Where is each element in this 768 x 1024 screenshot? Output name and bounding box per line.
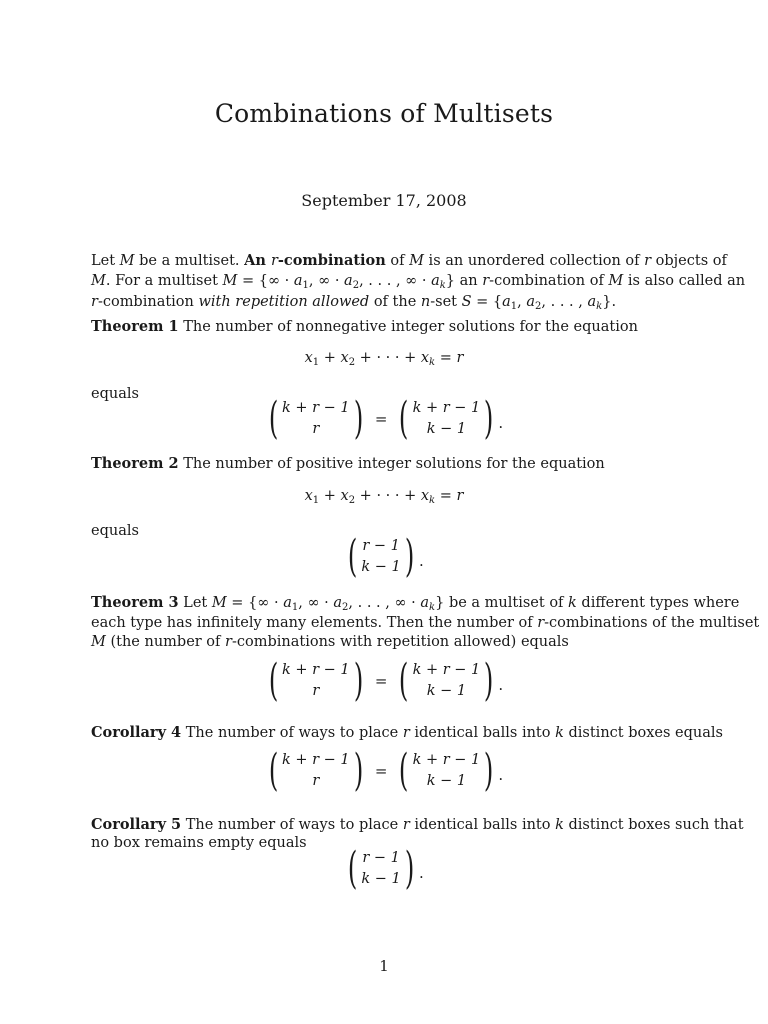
binom-top: k + r − 1 (412, 752, 481, 768)
theorem-1-text: The number of nonnegative integer solutions for the equation (183, 319, 638, 335)
corollary-5-binomial: ( r − 1 k − 1 ) . (0, 846, 768, 892)
binom-bottom: k − 1 (426, 773, 467, 789)
paper-date: September 17, 2008 (301, 191, 467, 210)
theorem-3-binomial-identity: ( k + r − 1 r ) = ( k + r − 1 k − 1 ) . (0, 658, 768, 704)
binomial: ( r − 1 k − 1 ) (348, 843, 415, 894)
binom-top: r − 1 (362, 538, 400, 554)
theorem-2-equals: equals (91, 523, 139, 539)
binom-top: k + r − 1 (281, 752, 350, 768)
corollary-5-line-2: no box remains empty equals (91, 835, 307, 851)
corollary-4-binomial-identity: ( k + r − 1 r ) = ( k + r − 1 k − 1 ) . (0, 748, 768, 794)
theorem-3-line-2: each type has infinitely many elements. Then the number of r-combinations of the multiset (91, 615, 760, 631)
theorem-2-text: The number of positive integer solutions for the equation (183, 456, 605, 472)
binom-bottom: k − 1 (426, 683, 467, 699)
binom-bottom: r (312, 683, 320, 699)
binom-bottom: k − 1 (361, 871, 401, 887)
binomial-left: ( k + r − 1 r ) (268, 393, 363, 444)
binomial: ( r − 1 k − 1 ) (348, 531, 415, 582)
binom-top: k + r − 1 (281, 662, 350, 678)
theorem-3-line-1: Theorem 3 Let M = {∞ · $a_1$, ∞ · $a_2$, . . . , ∞ · $a_k$} be a multiset of k different types where (91, 594, 740, 613)
binomial-right: ( k + r − 1 k − 1 ) (399, 745, 494, 796)
intro-line-2: M. For a multiset M = {∞ · $a_1$, ∞ · $a_2$, . . . , ∞ · $a_k$} an r-combination of M is also called an (91, 273, 746, 291)
corollary-4: Corollary 4 The number of ways to place r identical balls into k distinct boxes equals (91, 724, 723, 741)
binom-bottom: k − 1 (361, 559, 401, 575)
corollary-5-line-1: Corollary 5 The number of ways to place r identical balls into k distinct boxes such that (91, 816, 744, 833)
page-number: 1 (379, 957, 389, 975)
binom-top: k + r − 1 (412, 400, 481, 416)
binom-bottom: r (312, 421, 320, 437)
theorem-1-label: Theorem 1 (91, 318, 179, 335)
theorem-2-binomial: ( r − 1 k − 1 ) . (0, 534, 768, 580)
corollary-5-label: Corollary 5 (91, 816, 182, 833)
binom-top: k + r − 1 (281, 400, 350, 416)
theorem-3-label: Theorem 3 (91, 594, 179, 611)
intro-line-1: Let M be a multiset. An r-combination of M is an unordered collection of r objects of (91, 252, 727, 269)
binomial-left: ( k + r − 1 r ) (268, 655, 363, 706)
binomial-right: ( k + r − 1 k − 1 ) (399, 393, 494, 444)
theorem-1-equals: equals (91, 386, 139, 402)
theorem-2-equation: $x_1 + x_2$ + · · · + $x_k = r$ (304, 488, 464, 506)
theorem-2-label: Theorem 2 (91, 455, 179, 472)
binomial-left: ( k + r − 1 r ) (268, 745, 363, 796)
intro-line-3: r-combination with repetition allowed of the n-set $S = \{a_1$, $a_2$, . . . , $a_k$}. (91, 294, 617, 312)
paper-title: Combinations of Multisets (214, 99, 554, 128)
theorem-1 (91, 316, 678, 338)
binom-bottom: k − 1 (426, 421, 467, 437)
binom-top: k + r − 1 (412, 662, 481, 678)
theorem-1-binomial-identity: ( k + r − 1 r ) = ( k + r − 1 k − 1 ) . (0, 396, 768, 442)
theorem-2 (91, 453, 678, 475)
binom-bottom: r (312, 773, 320, 789)
binom-top: r − 1 (362, 850, 400, 866)
binomial-right: ( k + r − 1 k − 1 ) (399, 655, 494, 706)
theorem-1-equation: $x_1 + x_2$ + · · · + $x_k = r$ (304, 350, 464, 368)
theorem-3-line-3: M (the number of r-combinations with repetition allowed) equals (91, 634, 569, 650)
corollary-4-label: Corollary 4 (91, 724, 182, 741)
